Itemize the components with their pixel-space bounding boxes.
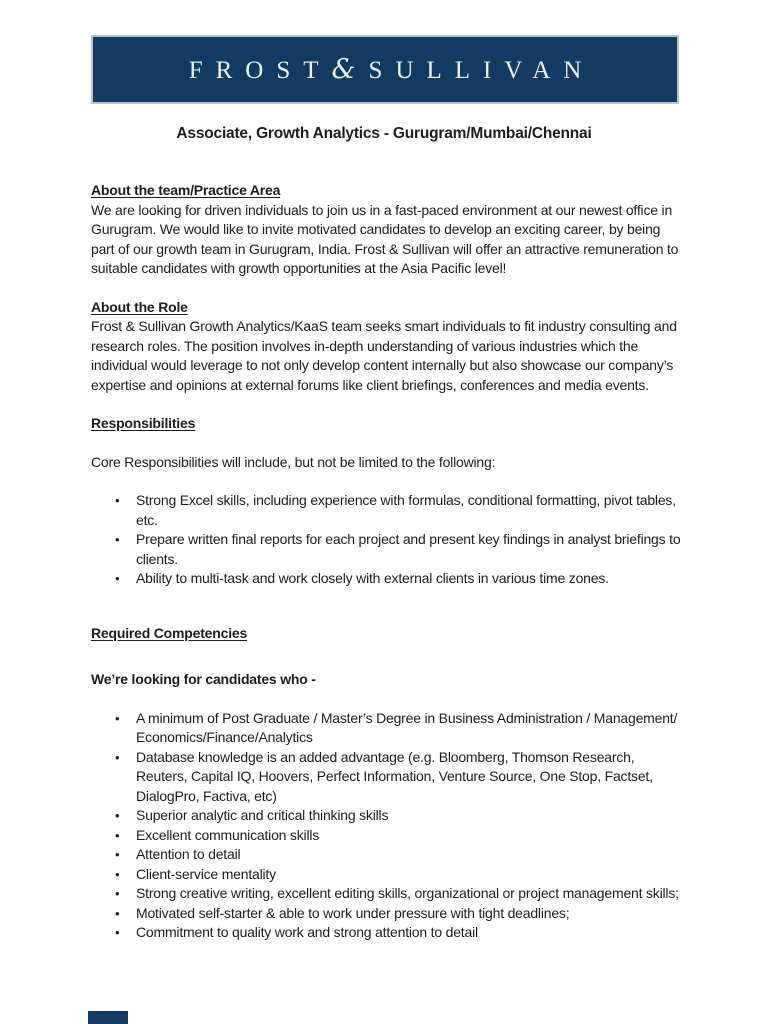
responsibilities-list [91, 491, 681, 589]
list-item-text: Client-service mentality [136, 865, 276, 882]
list-item [91, 748, 681, 807]
bullet-dot: • [115, 925, 120, 940]
role-paragraph: Frost & Sullivan Growth Analytics/KaaS team seeks smart individuals to fit industry consulting and research roles. The position involves in-depth understanding of various industries which the individual would leverage to not only develop content internally but also showcase our company’s expertise and opinions at external forums like client briefings, conferences and media events. [91, 318, 677, 393]
bullet-dot: • [115, 905, 120, 921]
list-item-text: Prepare written final reports for each project and present key findings in analyst briefings to clients. [136, 531, 681, 567]
list-item-text: Database knowledge is an added advantage (e.g. Bloomberg, Thomson Research, Reuters, Capital IQ, Hoovers, Perfect Information, Venture Source, One Stop, Factset, DialogPro, Factiva, etc) [136, 748, 653, 804]
bullet-dot: • [115, 710, 120, 726]
brand-banner [91, 35, 679, 104]
list-item [91, 569, 681, 589]
document-body [91, 181, 681, 943]
list-item-text: Commitment to quality work and strong attention to detail [136, 924, 478, 940]
list-item [91, 491, 681, 530]
logo-ampersand: & [331, 54, 369, 85]
bullet-dot: • [115, 571, 120, 586]
next-page-banner-sliver [88, 1011, 128, 1024]
list-item [91, 923, 681, 943]
list-item-text: Superior analytic and critical thinking skills [136, 807, 389, 823]
section-heading-responsibilities: Responsibilities [91, 415, 196, 431]
list-item [91, 904, 681, 924]
section-heading-competencies: Required Competencies [91, 624, 248, 641]
team-paragraph: We are looking for driven individuals to join us in a fast-paced environment at our newest office in Gurugram. We would like to invite motivated candidates to develop an exciting career, by being part of our growth team in Gurugram, India. Frost & Sullivan will offer an attractive remuneration to suitable candidates with growth opportunities at the Asia Pacific level! [91, 201, 679, 276]
list-item-text: Strong creative writing, excellent editing skills, organizational or project management skills; [136, 885, 679, 901]
bullet-dot: • [115, 749, 120, 765]
bullet-dot: • [115, 532, 120, 547]
list-item-text: Motivated self-starter & able to work under pressure with tight deadlines; [136, 904, 570, 921]
competencies-list [91, 709, 681, 943]
list-item [91, 884, 681, 904]
list-item-text: Excellent communication skills [136, 826, 320, 843]
bullet-dot: • [115, 886, 120, 901]
bullet-dot: • [115, 847, 120, 862]
competencies-intro: We’re looking for candidates who - [91, 671, 316, 687]
section-heading-role: About the Role [91, 298, 188, 315]
bullet-dot: • [115, 827, 120, 843]
list-item-text: A minimum of Post Graduate / Master’s Degree in Business Administration / Management/ Economics/Finance/Analytics [136, 709, 678, 745]
list-item-text: Strong Excel skills, including experience with formulas, conditional formatting, pivot tables, etc. [136, 492, 676, 528]
list-item [91, 806, 681, 826]
logo-word-sullivan: SULLIVAN [368, 57, 595, 84]
logo-word-frost: FROST [188, 57, 332, 84]
job-title: Associate, Growth Analytics - Gurugram/Mumbai/Chennai [176, 125, 592, 142]
list-item-text: Attention to detail [136, 846, 241, 862]
list-item [91, 865, 681, 885]
bullet-dot: • [115, 808, 120, 823]
list-item [91, 845, 681, 865]
list-item [91, 530, 681, 569]
bullet-dot: • [115, 493, 120, 508]
responsibilities-intro: Core Responsibilities will include, but not be limited to the following: [91, 453, 496, 470]
list-item [91, 826, 681, 846]
list-item [91, 709, 681, 748]
bullet-dot: • [115, 866, 120, 882]
list-item-text: Ability to multi-task and work closely with external clients in various time zones. [136, 570, 609, 586]
frost-sullivan-logo [176, 54, 595, 85]
section-heading-team: About the team/Practice Area [91, 182, 281, 198]
